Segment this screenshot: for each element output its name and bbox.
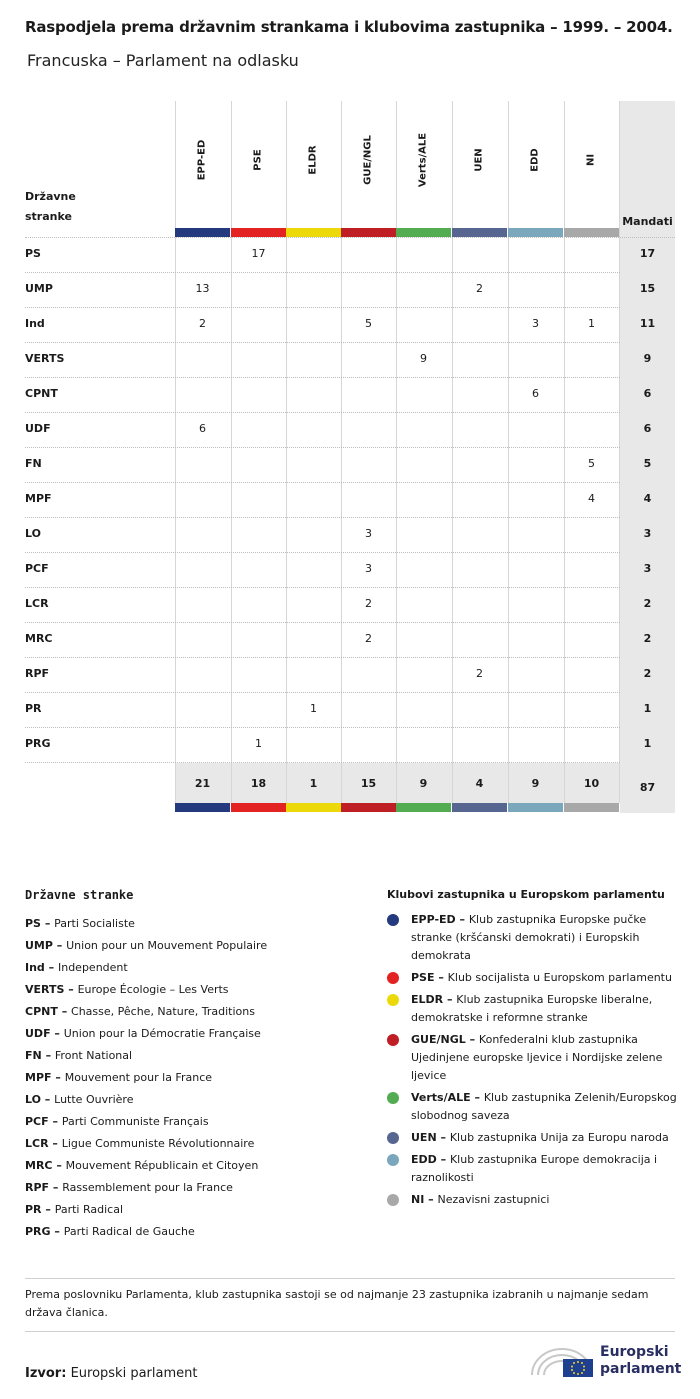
legend-separator: – xyxy=(40,917,55,930)
group-color-bar xyxy=(452,803,507,812)
party-legend-item xyxy=(25,1023,267,1045)
group-name: Konfederalni klub zastupnika Ujedinjene europske ljevice i Nordijske zelene ljevice xyxy=(411,1033,663,1082)
group-color-dot-icon xyxy=(387,1154,399,1166)
group-abbr: NI xyxy=(411,1193,425,1206)
group-legend-heading: Klubovi zastupnika u Europskom parlamentu xyxy=(387,888,665,901)
party-legend-item xyxy=(25,1199,267,1221)
party-legend-item xyxy=(25,957,267,979)
legend-separator: – xyxy=(52,1159,66,1172)
table-cell: 6 xyxy=(532,387,539,400)
table-cell: 1 xyxy=(310,702,317,715)
column-divider xyxy=(619,101,620,803)
table-cell: 13 xyxy=(195,282,210,295)
party-name: Europe Écologie – Les Verts xyxy=(77,983,229,996)
party-abbr: PRG xyxy=(25,1225,51,1238)
row-separator xyxy=(25,342,620,343)
party-legend-item xyxy=(25,1089,267,1111)
table-cell: 3 xyxy=(365,562,372,575)
group-abbr: Verts/ALE xyxy=(411,1091,471,1104)
group-abbr: UEN xyxy=(411,1131,437,1144)
column-divider xyxy=(231,101,232,803)
row-total: 1 xyxy=(643,702,652,715)
table-cell: 9 xyxy=(420,352,427,365)
party-legend xyxy=(25,913,267,1243)
row-separator xyxy=(25,447,620,448)
party-abbr: CPNT xyxy=(25,1005,58,1018)
party-name: Union pour un Mouvement Populaire xyxy=(66,939,268,952)
party-name: Mouvement pour la France xyxy=(64,1071,213,1084)
party-legend-heading: Državne stranke xyxy=(25,888,134,902)
group-header-eldr xyxy=(303,110,323,210)
group-legend-item xyxy=(387,1151,677,1187)
group-color-dot-icon xyxy=(387,914,399,926)
row-separator xyxy=(25,377,620,378)
table-cell: 4 xyxy=(588,492,595,505)
party-name: Ligue Communiste Révolutionnaire xyxy=(61,1137,255,1150)
row-total: 6 xyxy=(643,422,652,435)
row-total: 2 xyxy=(643,667,652,680)
party-abbr: MPF xyxy=(25,1071,52,1084)
row-total: 2 xyxy=(643,632,652,645)
party-abbr: FN xyxy=(25,1049,42,1062)
source-line xyxy=(25,1366,197,1381)
group-legend-item xyxy=(387,1191,677,1209)
group-header-label: PSE xyxy=(252,149,264,171)
legend-separator: – xyxy=(57,1005,72,1018)
column-total: 9 xyxy=(419,777,428,790)
legend-separator: – xyxy=(52,939,67,952)
row-label-lo: LO xyxy=(25,527,41,540)
legend-separator: – xyxy=(49,1181,63,1194)
table-cell: 2 xyxy=(476,667,483,680)
legend-separator: – xyxy=(443,993,457,1006)
column-total: 18 xyxy=(250,777,267,790)
group-color-dot-icon xyxy=(387,1034,399,1046)
party-abbr: VERTS xyxy=(25,983,65,996)
row-separator xyxy=(25,552,620,553)
party-name: Rassemblement pour la France xyxy=(62,1181,233,1194)
column-total: 4 xyxy=(475,777,484,790)
table-cell: 2 xyxy=(199,317,206,330)
party-legend-item xyxy=(25,979,267,1001)
row-label-ps: PS xyxy=(25,247,41,260)
party-abbr: PR xyxy=(25,1203,42,1216)
logo-line-2: parlament xyxy=(600,1361,682,1377)
column-divider xyxy=(175,101,176,803)
logo-line-1: Europski xyxy=(600,1344,669,1360)
row-header-line-1: Državne xyxy=(25,190,76,203)
group-legend xyxy=(387,911,677,1213)
table-cell: 3 xyxy=(365,527,372,540)
row-separator xyxy=(25,482,620,483)
legend-separator: – xyxy=(424,1193,438,1206)
party-legend-item xyxy=(25,1111,267,1133)
party-legend-item xyxy=(25,1155,267,1177)
row-total: 1 xyxy=(643,737,652,750)
group-legend-item xyxy=(387,969,677,987)
group-legend-item xyxy=(387,911,677,965)
group-header-guengl xyxy=(358,110,378,210)
row-label-fn: FN xyxy=(25,457,42,470)
party-name: Parti Communiste Français xyxy=(61,1115,209,1128)
party-abbr: RPF xyxy=(25,1181,50,1194)
party-abbr: PCF xyxy=(25,1115,49,1128)
group-name: Klub zastupnika Unija za Europu naroda xyxy=(449,1131,669,1144)
column-divider xyxy=(341,101,342,803)
legend-separator: – xyxy=(50,1027,64,1040)
group-name: Klub zastupnika Zelenih/Europskog slobodnog saveza xyxy=(411,1091,677,1122)
group-header-label: UEN xyxy=(473,148,485,172)
europarl-logo xyxy=(530,1341,680,1381)
row-separator xyxy=(25,307,620,308)
row-separator xyxy=(25,517,620,518)
legend-separator: – xyxy=(470,1091,484,1104)
table-cell: 3 xyxy=(532,317,539,330)
row-separator xyxy=(25,692,620,693)
row-label-ump: UMP xyxy=(25,282,53,295)
legend-separator: – xyxy=(48,1137,62,1150)
row-separator xyxy=(25,587,620,588)
party-name: Parti Radical xyxy=(54,1203,124,1216)
party-abbr: PS xyxy=(25,917,41,930)
group-header-edd xyxy=(525,110,545,210)
legend-separator: – xyxy=(436,1131,450,1144)
group-header-ni xyxy=(581,110,601,210)
mandati-header: Mandati xyxy=(622,215,673,228)
group-color-bar xyxy=(231,228,286,237)
group-color-bar xyxy=(231,803,286,812)
row-label-prg: PRG xyxy=(25,737,51,750)
table-cell: 2 xyxy=(365,597,372,610)
parliament-hemicycle-icon xyxy=(530,1341,598,1377)
column-divider xyxy=(396,101,397,803)
row-label-pr: PR xyxy=(25,702,42,715)
table-cell: 6 xyxy=(199,422,206,435)
source-label: Izvor: xyxy=(25,1366,67,1381)
party-abbr: MRC xyxy=(25,1159,53,1172)
footnote: Prema poslovniku Parlamenta, klub zastupnika sastoji se od najmanje 23 zastupnika izabranih u najmanje sedam država članica. xyxy=(25,1288,649,1319)
legend-separator: – xyxy=(436,1153,450,1166)
party-name: Lutte Ouvrière xyxy=(54,1093,134,1106)
group-color-bar xyxy=(564,803,619,812)
column-total: 10 xyxy=(583,777,600,790)
group-header-epped xyxy=(192,110,212,210)
group-color-bar xyxy=(175,228,230,237)
party-name: Front National xyxy=(54,1049,133,1062)
group-header-pse xyxy=(248,110,268,210)
page-subtitle: Francuska – Parlament na odlasku xyxy=(27,51,299,70)
column-divider xyxy=(286,101,287,803)
group-color-bar xyxy=(286,228,341,237)
divider xyxy=(25,1278,675,1279)
page-title: Raspodjela prema državnim strankama i klubovima zastupnika – 1999. – 2004. xyxy=(25,18,673,36)
group-legend-item xyxy=(387,991,677,1027)
legend-separator: – xyxy=(51,1071,65,1084)
column-divider xyxy=(452,101,453,803)
row-total: 4 xyxy=(643,492,652,505)
row-label-udf: UDF xyxy=(25,422,51,435)
row-total: 9 xyxy=(643,352,652,365)
row-separator xyxy=(25,412,620,413)
group-header-label: EPP-ED xyxy=(196,139,208,181)
group-color-bar xyxy=(396,803,451,812)
logo-text xyxy=(600,1344,681,1378)
table-cell: 1 xyxy=(255,737,262,750)
group-color-bar xyxy=(286,803,341,812)
party-legend-item xyxy=(25,913,267,935)
source-value: Europski parlament xyxy=(70,1366,198,1381)
group-color-bar xyxy=(564,228,619,237)
group-color-bar xyxy=(175,803,230,812)
row-separator xyxy=(25,727,620,728)
legend-separator: – xyxy=(40,1093,55,1106)
row-label-rpf: RPF xyxy=(25,667,50,680)
table-cell: 5 xyxy=(588,457,595,470)
group-color-dot-icon xyxy=(387,1194,399,1206)
row-total: 3 xyxy=(643,527,652,540)
row-label-mrc: MRC xyxy=(25,632,53,645)
party-legend-item xyxy=(25,1045,267,1067)
legend-separator: – xyxy=(455,913,469,926)
group-color-bar xyxy=(341,228,396,237)
divider xyxy=(25,1331,675,1332)
group-color-dot-icon xyxy=(387,1132,399,1144)
party-legend-item xyxy=(25,1067,267,1089)
column-total: 21 xyxy=(194,777,211,790)
row-separator xyxy=(25,762,620,763)
row-separator xyxy=(25,237,675,238)
column-total: 1 xyxy=(309,777,318,790)
party-legend-item xyxy=(25,935,267,957)
party-legend-item xyxy=(25,1001,267,1023)
group-name: Klub zastupnika Europske liberalne, demokratske i reformne stranke xyxy=(411,993,653,1024)
group-name: Klub socijalista u Europskom parlamentu xyxy=(447,971,672,984)
row-total: 17 xyxy=(639,247,656,260)
party-abbr: Ind xyxy=(25,961,45,974)
table-cell: 5 xyxy=(365,317,372,330)
row-separator xyxy=(25,622,620,623)
row-total: 6 xyxy=(643,387,652,400)
row-header xyxy=(25,187,76,227)
party-legend-item xyxy=(25,1133,267,1155)
column-total: 9 xyxy=(531,777,540,790)
legend-separator: – xyxy=(434,971,448,984)
group-abbr: GUE/NGL xyxy=(411,1033,466,1046)
table-cell: 17 xyxy=(251,247,266,260)
row-total: 3 xyxy=(643,562,652,575)
group-color-dot-icon xyxy=(387,972,399,984)
row-header-line-2: stranke xyxy=(25,210,72,223)
group-header-label: NI xyxy=(585,153,597,167)
group-color-bar xyxy=(508,803,563,812)
party-abbr: UMP xyxy=(25,939,53,952)
row-label-lcr: LCR xyxy=(25,597,49,610)
group-abbr: EPP-ED xyxy=(411,913,456,926)
legend-separator: – xyxy=(64,983,78,996)
table-cell: 2 xyxy=(365,632,372,645)
row-total: 5 xyxy=(643,457,652,470)
row-label-verts: VERTS xyxy=(25,352,65,365)
group-color-bar xyxy=(341,803,396,812)
table-cell: 1 xyxy=(588,317,595,330)
party-legend-item xyxy=(25,1177,267,1199)
party-abbr: LCR xyxy=(25,1137,49,1150)
party-name: Mouvement Républicain et Citoyen xyxy=(65,1159,259,1172)
table-cell: 2 xyxy=(476,282,483,295)
column-total: 15 xyxy=(360,777,377,790)
group-color-bar xyxy=(508,228,563,237)
party-name: Union pour la Démocratie Française xyxy=(63,1027,261,1040)
row-total: 11 xyxy=(639,317,656,330)
row-separator xyxy=(25,272,620,273)
row-separator xyxy=(25,657,620,658)
group-name: Nezavisni zastupnici xyxy=(437,1193,550,1206)
party-abbr: UDF xyxy=(25,1027,51,1040)
row-label-ind: Ind xyxy=(25,317,45,330)
legend-separator: – xyxy=(465,1033,479,1046)
group-color-bar xyxy=(396,228,451,237)
group-header-vertsale xyxy=(413,110,433,210)
group-color-dot-icon xyxy=(387,1092,399,1104)
group-abbr: EDD xyxy=(411,1153,437,1166)
group-abbr: ELDR xyxy=(411,993,444,1006)
group-name: Klub zastupnika Europske pučke stranke (kršćanski demokrati) i Europskih demokrata xyxy=(411,913,647,962)
group-color-dot-icon xyxy=(387,994,399,1006)
group-color-bar xyxy=(452,228,507,237)
party-legend-item xyxy=(25,1221,267,1243)
group-header-label: ELDR xyxy=(307,145,319,175)
legend-separator: – xyxy=(44,961,58,974)
legend-separator: – xyxy=(48,1115,62,1128)
row-label-mpf: MPF xyxy=(25,492,52,505)
group-header-label: Verts/ALE xyxy=(417,132,429,188)
legend-separator: – xyxy=(41,1049,55,1062)
party-name: Chasse, Pêche, Nature, Traditions xyxy=(71,1005,255,1018)
party-name: Independent xyxy=(57,961,128,974)
row-total: 2 xyxy=(643,597,652,610)
column-divider xyxy=(508,101,509,803)
group-header-label: GUE/NGL xyxy=(362,135,374,185)
group-legend-item xyxy=(387,1089,677,1125)
row-label-pcf: PCF xyxy=(25,562,49,575)
row-total: 15 xyxy=(639,282,656,295)
party-name: Parti Radical de Gauche xyxy=(63,1225,195,1238)
group-legend-item xyxy=(387,1129,677,1147)
group-name: Klub zastupnika Europe demokracija i raznolikosti xyxy=(411,1153,658,1184)
group-header-uen xyxy=(469,110,489,210)
group-legend-item xyxy=(387,1031,677,1085)
party-abbr: LO xyxy=(25,1093,41,1106)
party-name: Parti Socialiste xyxy=(54,917,135,930)
group-abbr: PSE xyxy=(411,971,435,984)
legend-separator: – xyxy=(41,1203,55,1216)
row-label-cpnt: CPNT xyxy=(25,387,58,400)
column-divider xyxy=(564,101,565,803)
legend-separator: – xyxy=(50,1225,64,1238)
grand-total: 87 xyxy=(639,781,656,794)
group-header-label: EDD xyxy=(529,148,541,172)
